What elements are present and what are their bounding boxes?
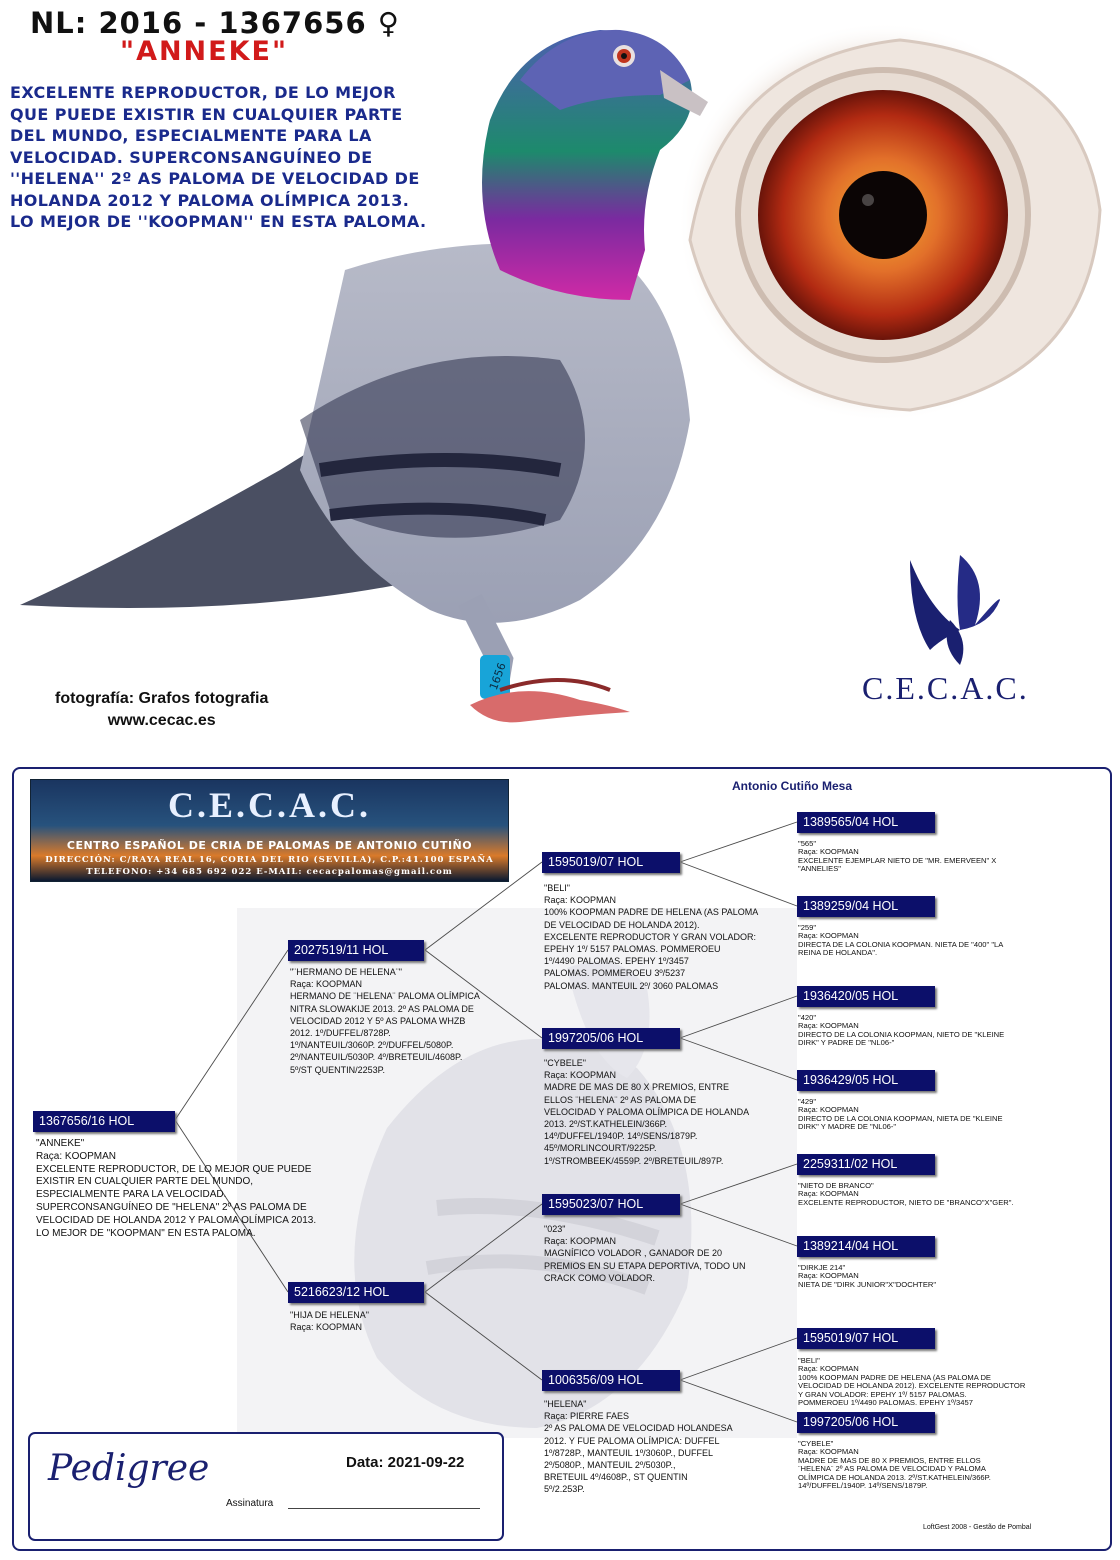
note-line: DIRECTA DE LA COLONIA KOOPMAN. NIETA DE "400" "LA [798, 939, 1004, 949]
note-line: EXISTIR EN CUALQUIER PARTE DEL MUNDO, [36, 1176, 254, 1188]
note-line: Raça: KOOPMAN [36, 1150, 117, 1162]
ring-dam-sire[interactable]: 1595023/07 HOL [542, 1194, 680, 1215]
notes-dam [290, 1309, 369, 1333]
note-line: VELOCIDAD DE HOLANDA 2012 Y PALOMA OLÍMPICA 2013. [36, 1214, 317, 1226]
note-line: "420" [798, 1013, 817, 1022]
description-line: VELOCIDAD. SUPERCONSANGUÍNEO DE [10, 147, 373, 167]
ring-dam-dam[interactable]: 1006356/09 HOL [542, 1370, 680, 1391]
note-line: 14º/DUFFEL/1940P. 14º/SENS/1879P. [798, 1481, 928, 1491]
notes-ssd [798, 924, 1003, 958]
note-line: PALOMAS. MANTEUIL 2º/ 3060 PALOMAS [544, 980, 719, 991]
note-line: HERMANO DE ¨HELENA¨ PALOMA OLÍMPICA [290, 991, 480, 1002]
note-line: DE VELOCIDAD DE HOLANDA 2012). [544, 919, 700, 930]
note-line: MADRE DE MAS DE 80 X PREMIOS, ENTRE [544, 1082, 730, 1093]
notes-dds [798, 1357, 1025, 1407]
description-line: EXCELENTE REPRODUCTOR, DE LO MEJOR [10, 83, 396, 102]
note-line: PREMIOS EN SU ETAPA DEPORTIVA, TODO UN [544, 1260, 746, 1271]
note-line: Raça: PIERRE FAES [544, 1411, 630, 1422]
notes-subject [36, 1138, 316, 1240]
note-line: BRETEUIL 4º/4608P., ST QUENTIN [544, 1472, 688, 1483]
note-line: "BELI" [544, 883, 570, 893]
note-line: 2º AS PALOMA DE VELOCIDAD HOLANDESA [544, 1423, 733, 1434]
note-line: Raça: KOOPMAN [798, 1189, 859, 1199]
software-credit: LoftGest 2008 - Gestão de Pombal [923, 1524, 1032, 1531]
note-line: Raça: KOOPMAN [798, 1021, 859, 1031]
note-line: SUPERCONSANGUÍNEO DE "HELENA" 2º AS PALOMA DE [36, 1201, 307, 1213]
date-label: Data: 2021-09-22 [346, 1454, 465, 1471]
note-line: 45º/MORLINCOURT/9225P. [544, 1143, 657, 1154]
pedigree-footer-box [28, 1432, 504, 1541]
note-line: "NIETO DE BRANCO" [798, 1181, 874, 1190]
note-line: LO MEJOR DE "KOOPMAN" EN ESTA PALOMA. [36, 1227, 256, 1239]
note-line: "ANNEKE" [36, 1138, 85, 1149]
note-line: VELOCIDAD 2012 Y 5º AS PALOMA WHZB [290, 1015, 466, 1026]
note-line: "CYBELE" [544, 1058, 586, 1068]
note-line: NITRA SLOWAKIJE 2013. 2º AS PALOMA DE [290, 1003, 474, 1014]
pigeon-name: "ANNEKE" [120, 36, 289, 67]
note-line: DIRECTO DE LA COLONIA KOOPMAN, NIETA DE "KLEINE [798, 1113, 1003, 1123]
note-line: Y GRAN VOLADOR: EPEHY 1º/ 5157 PALOMAS. [798, 1389, 967, 1399]
note-line: 2º/NANTEUIL/5030P. 4º/BRETEUIL/4608P. [290, 1052, 463, 1063]
note-line: 2º/5080P., MANTEUIL 2º/5030P., [544, 1460, 676, 1471]
pedigree-title: Pedigree [48, 1448, 210, 1489]
banner-address: DIRECCIÓN: C/RAYA REAL 16, CORIA DEL RIO (SEVILLA), C.P.:41.100 ESPAÑA [45, 855, 494, 865]
note-line: 1º/8728P., MANTEUIL 1º/3060P., DUFFEL [544, 1447, 713, 1458]
note-line: Raça: KOOPMAN [290, 979, 363, 990]
note-line: 2013. 2º/ST.KATHELEIN/366P. [544, 1119, 668, 1130]
note-line: "DIRKJE 214" [798, 1263, 846, 1272]
note-line: DIRECTO DE LA COLONIA KOOPMAN, NIETO DE "KLEINE [798, 1029, 1005, 1039]
note-line: 2012. Y FUE PALOMA OLÍMPICA: DUFFEL [544, 1435, 720, 1446]
note-line: CRACK COMO VOLADOR. [544, 1272, 656, 1283]
cecac-logo-text: C.E.C.A.C. [862, 670, 1029, 706]
note-line: "429" [798, 1097, 817, 1106]
ring-subject[interactable]: 1367656/16 HOL [33, 1111, 175, 1132]
notes-dam-dam [544, 1398, 733, 1496]
signature-line[interactable] [288, 1508, 480, 1509]
notes-dam-sire [544, 1223, 746, 1284]
description-line: LO MEJOR DE ''KOOPMAN'' EN ESTA PALOMA. [10, 212, 427, 231]
ring-band-text: 1656 [486, 661, 509, 692]
ring-dam[interactable]: 5216623/12 HOL [288, 1282, 424, 1303]
notes-sire-sire [544, 882, 758, 992]
notes-ddd [798, 1440, 991, 1490]
notes-sds [798, 1014, 1004, 1048]
owner-name: Antonio Cutiño Mesa [732, 779, 852, 793]
note-line: POMMEROEU 1º/4490 PALOMAS. EPEHY 1º/3457 [798, 1398, 973, 1408]
ring-dsd[interactable]: 1389214/04 HOL [797, 1236, 935, 1257]
banner-subtitle: CENTRO ESPAÑOL DE CRIA DE PALOMAS DE ANTONIO CUTIÑO [66, 839, 473, 852]
note-line: Raça: KOOPMAN [544, 1070, 617, 1081]
note-line: 100% KOOPMAN PADRE DE HELENA (AS PALOMA DE [798, 1372, 991, 1382]
note-line: Raça: KOOPMAN [544, 1236, 617, 1247]
note-line: "¨HERMANO DE HELENA¨" [290, 967, 402, 977]
signature-label: Assinatura [226, 1498, 274, 1509]
note-line: MADRE DE MAS DE 80 X PREMIOS, ENTRE ELLOS [798, 1455, 981, 1465]
note-line: 5º/ST QUENTIN/2253P. [290, 1064, 385, 1075]
note-line: Raça: KOOPMAN [798, 931, 859, 941]
note-line: OLÍMPICA DE HOLANDA 2013. 2º/ST.KATHELEIN/366P. [798, 1472, 991, 1482]
note-line: 100% KOOPMAN PADRE DE HELENA (AS PALOMA [544, 907, 759, 918]
ring-sss[interactable]: 1389565/04 HOL [797, 812, 935, 833]
note-line: "023" [544, 1224, 566, 1234]
note-line: 1º/STROMBEEK/4559P. 2º/BRETEUIL/897P. [544, 1155, 724, 1166]
note-line: EXCELENTE REPRODUCTOR, NIETO DE "BRANCO"X"GER". [798, 1197, 1014, 1207]
note-line: VELOCIDAD DE HOLANDA 2012). EXCELENTE REPRODUCTOR [798, 1381, 1026, 1391]
note-line: 1º/4490 PALOMAS. EPEHY 1º/3457 [544, 956, 689, 967]
note-line: NIETA DE "DIRK JUNIOR"X"DOCHTER" [798, 1279, 937, 1289]
note-line: MAGNÍFICO VOLADOR , GANADOR DE 20 [544, 1248, 723, 1259]
banner-title: C.E.C.A.C. [167, 785, 371, 825]
notes-sdd [798, 1098, 1003, 1132]
notes-sss [798, 840, 996, 874]
note-line: "BELI" [798, 1356, 820, 1365]
note-line: EXCELENTE REPRODUCTOR, DE LO MEJOR QUE PUEDE [36, 1163, 312, 1175]
ring-ddd[interactable]: 1997205/06 HOL [797, 1412, 935, 1433]
ring-dss[interactable]: 2259311/02 HOL [797, 1154, 935, 1175]
ring-ssd[interactable]: 1389259/04 HOL [797, 896, 935, 917]
description-line: DEL MUNDO, ESPECIALMENTE PARA LA [10, 126, 372, 145]
note-line: Raça: KOOPMAN [798, 1364, 859, 1374]
note-line: DIRK" Y PADRE DE "NL06-" [798, 1038, 895, 1048]
note-line: 5º/2.253P. [544, 1484, 585, 1495]
note-line: Raça: KOOPMAN [798, 1271, 859, 1281]
note-line: "HIJA DE HELENA" [290, 1310, 369, 1320]
note-line: "259" [798, 923, 817, 932]
note-line: EXCELENTE EJEMPLAR NIETO DE "MR. EMERVEEN" X [798, 855, 997, 865]
note-line: "HELENA" [544, 1399, 587, 1409]
ring-sdd[interactable]: 1936429/05 HOL [797, 1070, 935, 1091]
description-line: ''HELENA'' 2º AS PALOMA DE VELOCIDAD DE [10, 169, 420, 188]
note-line: Raça: KOOPMAN [290, 1322, 363, 1333]
note-line: Raça: KOOPMAN [798, 1105, 859, 1115]
note-line: DIRK" Y MADRE DE "NL06-" [798, 1122, 897, 1132]
note-line: REINA DE HOLANDA". [798, 948, 878, 958]
notes-sire-dam [544, 1057, 749, 1167]
note-line: VELOCIDAD Y PALOMA OLÍMPICA DE HOLANDA [544, 1106, 750, 1117]
note-line: ESPECIALMENTE PARA LA VELOCIDAD. [36, 1189, 227, 1201]
notes-sire [290, 966, 480, 1076]
note-line: Raça: KOOPMAN [544, 895, 617, 906]
note-line: Raça: KOOPMAN [798, 847, 859, 857]
note-line: "ANNELIES" [798, 864, 841, 874]
note-line: 14º/DUFFEL/1940P. 14º/SENS/1879P. [544, 1131, 698, 1142]
note-line: ¨HELENA¨ 2º AS PALOMA DE VELOCIDAD Y PALOMA [798, 1464, 986, 1474]
note-line: Raça: KOOPMAN [798, 1447, 859, 1457]
description-line: QUE PUEDE EXISTIR EN CUALQUIER PARTE [10, 104, 403, 124]
photo-credit: fotografía: Grafos fotografia [55, 690, 269, 707]
note-line: PALOMAS. POMMEROEU 3º/5237 [544, 968, 686, 979]
website-link[interactable]: www.cecac.es [107, 712, 216, 729]
banner-contact: TELEFONO: +34 685 692 022 E-MAIL: cecacpalomas@gmail.com [86, 867, 453, 877]
notes-dss [798, 1182, 1014, 1207]
ring-number-title: NL: 2016 - 1367656 ♀ [30, 6, 400, 40]
ring-sire-sire[interactable]: 1595019/07 HOL [542, 852, 680, 873]
note-line: 2012. 1º/DUFFEL/8728P. [290, 1028, 391, 1039]
note-line: "565" [798, 839, 817, 848]
note-line: EPEHY 1º/ 5157 PALOMAS. POMMEROEU [544, 944, 721, 955]
ring-sds[interactable]: 1936420/05 HOL [797, 986, 935, 1007]
note-line: EXCELENTE REPRODUCTOR Y GRAN VOLADOR: [544, 931, 757, 942]
note-line: ELLOS ¨HELENA¨ 2º AS PALOMA DE [544, 1094, 697, 1105]
ring-sire-dam[interactable]: 1997205/06 HOL [542, 1028, 680, 1049]
note-line: "CYBELE" [798, 1439, 834, 1448]
notes-dsd [798, 1264, 936, 1289]
description-line: HOLANDA 2012 Y PALOMA OLÍMPICA 2013. [10, 190, 410, 210]
note-line: 1º/NANTEUIL/3060P. 2º/DUFFEL/5080P. [290, 1040, 454, 1051]
ring-dds[interactable]: 1595019/07 HOL [797, 1328, 935, 1349]
ring-sire[interactable]: 2027519/11 HOL [288, 940, 424, 961]
